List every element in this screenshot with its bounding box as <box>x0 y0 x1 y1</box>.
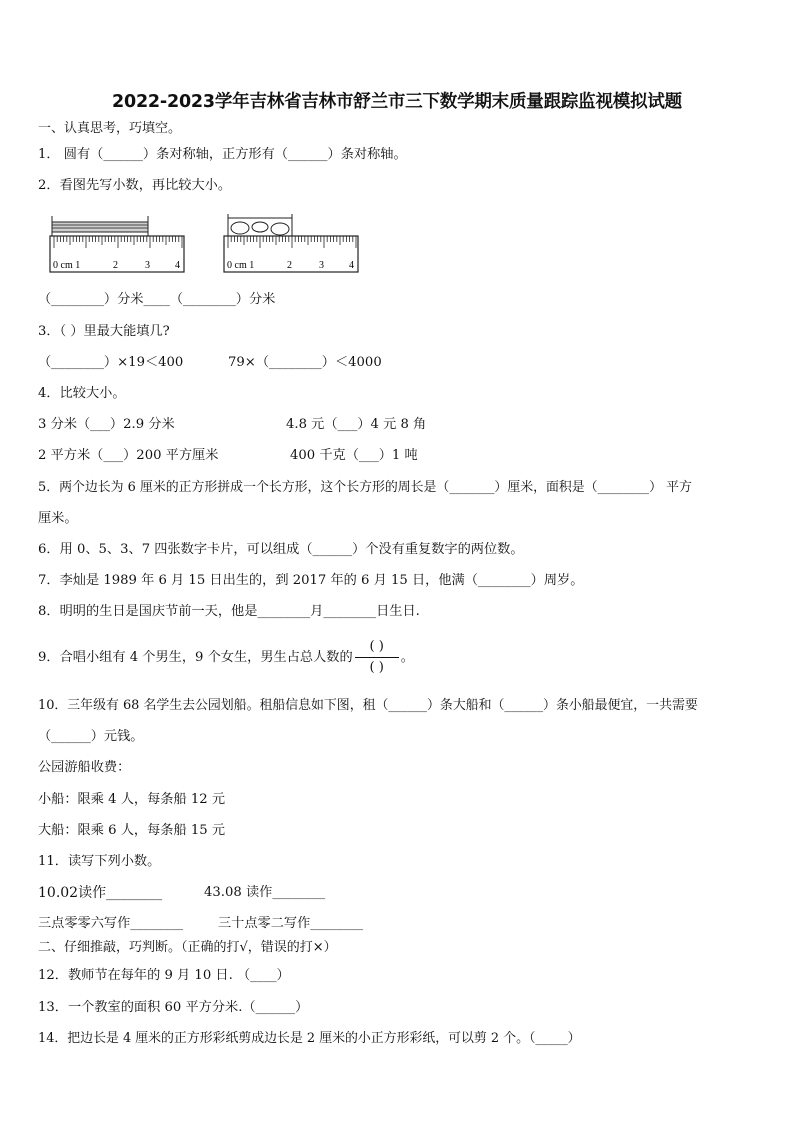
ruler1-label-0: 0 cm 1 <box>53 260 81 271</box>
fraction-numerator: ( ) <box>369 639 384 654</box>
question-9-text: 9．合唱小组有 4 个男生，9 个女生，男生占总人数的 <box>38 650 353 665</box>
question-10-line1: 10．三年级有 68 名学生去公园划船。租船信息如下图，租（______）条大船和（______）条小船最便宜，一共需要 <box>38 698 698 713</box>
question-12: 12．教师节在每年的 9 月 10 日. （____） <box>38 968 290 983</box>
fraction-denominator: ( ) <box>369 660 384 675</box>
question-4b: 4.8 元（___）4 元 8 角 <box>286 417 427 432</box>
question-11d: 三十点零二写作________ <box>218 916 364 931</box>
ruler1-label-4: 4 <box>175 260 180 271</box>
question-11b: 43.08 读作________ <box>204 885 326 900</box>
question-3b: 79×（________）＜4000 <box>228 355 382 370</box>
ruler-image-1 <box>48 208 188 274</box>
ruler-image-2 <box>222 208 362 274</box>
question-11c: 三点零零六写作________ <box>38 916 184 931</box>
boat-fee-heading: 公园游船收费： <box>38 760 131 775</box>
question-5-line1: 5．两个边长为 6 厘米的正方形拼成一个长方形，这个长方形的周长是（_______）厘米，面积是（________） 平方 <box>38 480 692 495</box>
page-title: 2022-2023学年吉林省吉林市舒兰市三下数学期末质量跟踪监视模拟试题 <box>112 92 682 112</box>
question-9-end: 。 <box>400 650 414 665</box>
question-8: 8．明明的生日是国庆节前一天，他是________月________日生日. <box>38 604 420 619</box>
ruler1-label-2: 2 <box>113 260 118 271</box>
question-4c: 2 平方米（___）200 平方厘米 <box>38 448 219 463</box>
question-11: 11．读写下列小数。 <box>38 854 161 869</box>
question-7: 7．李灿是 1989 年 6 月 15 日出生的，到 2017 年的 6 月 15 日，他满（________）周岁。 <box>38 573 584 588</box>
ruler2-label-0: 0 cm 1 <box>227 260 255 271</box>
question-10-line2: （______）元钱。 <box>38 729 144 744</box>
question-2-answer: （________）分米____（________）分米 <box>38 292 276 307</box>
fraction-bar <box>355 657 399 658</box>
question-2: 2．看图先写小数，再比较大小。 <box>38 178 232 193</box>
section-heading-judge: 二、仔细推敲，巧判断。（正确的打√，错误的打×） <box>38 940 337 955</box>
question-11a: 10.02读作________ <box>38 885 163 901</box>
question-4a: 3 分米（___）2.9 分米 <box>38 417 175 432</box>
measured-object-2 <box>228 214 292 238</box>
ruler2-label-2: 2 <box>287 260 292 271</box>
question-1: 1． 圆有（______）条对称轴，正方形有（______）条对称轴。 <box>38 147 407 162</box>
big-boat-info: 大船：限乘 6 人，每条船 15 元 <box>38 823 226 838</box>
question-6: 6．用 0、5、3、7 四张数字卡片，可以组成（______）个没有重复数字的两位数。 <box>38 542 524 557</box>
small-boat-info: 小船：限乘 4 人，每条船 12 元 <box>38 792 226 807</box>
question-4d: 400 千克（___）1 吨 <box>290 448 418 463</box>
section-heading-fill: 一、认真思考，巧填空。 <box>38 121 182 136</box>
question-5-line2: 厘米。 <box>38 511 78 526</box>
question-3a: （________）×19＜400 <box>38 355 184 370</box>
ruler1-label-3: 3 <box>145 260 150 271</box>
question-3: 3．（ ）里最大能填几? <box>38 324 170 339</box>
question-14: 14．把边长是 4 厘米的正方形彩纸剪成边长是 2 厘米的小正方形彩纸，可以剪 2 个。（_____） <box>38 1031 581 1046</box>
question-13: 13．一个教室的面积 60 平方分米.（______） <box>38 1000 309 1015</box>
ruler2-label-3: 3 <box>319 260 324 271</box>
question-9 <box>38 636 764 680</box>
question-4: 4．比较大小。 <box>38 386 126 401</box>
measured-strip-1 <box>52 216 148 238</box>
answer-fraction <box>355 638 399 677</box>
ruler2-label-4: 4 <box>349 260 354 271</box>
